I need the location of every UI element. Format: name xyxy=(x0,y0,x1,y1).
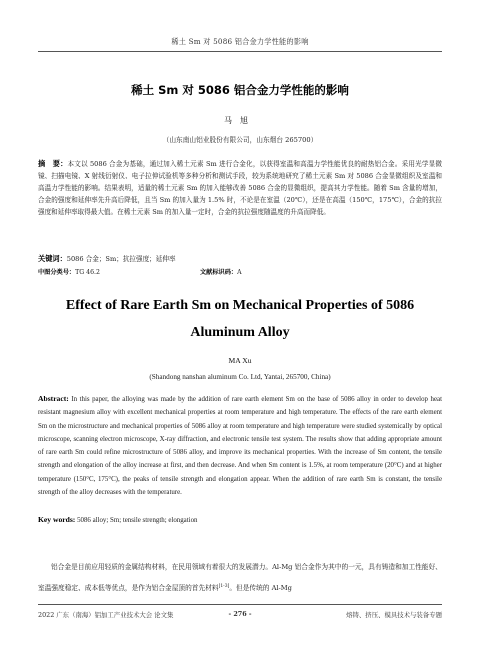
author-en: MA Xu xyxy=(228,356,252,365)
paper-title-en: Effect of Rare Earth Sm on Mechanical Properties of 5086 Aluminum Alloy xyxy=(65,298,415,340)
running-header: 稀土 Sm 对 5086 铝合金力学性能的影响 xyxy=(171,37,309,46)
doc-value: A xyxy=(237,269,242,276)
clc-value: TG 46.2 xyxy=(75,269,100,276)
abstract-en-label: Abstract: xyxy=(38,394,69,403)
keywords-cn xyxy=(38,253,442,264)
body-paragraph xyxy=(38,558,442,598)
keywords-en-text: 5086 alloy; Sm; tensile strength; elongation xyxy=(77,517,198,524)
header-rule xyxy=(38,51,442,52)
page-number: - 276 - xyxy=(228,610,252,618)
page-footer xyxy=(38,610,442,622)
document-code xyxy=(200,267,242,276)
abstract-cn-label: 摘 要： xyxy=(38,159,68,168)
citation-ref: [1-3] xyxy=(218,584,230,589)
body-text-after-ref: 。但是传统的 Al-Mg xyxy=(229,584,292,593)
keywords-cn-text: 5086 合金；Sm；抗拉强度；延伸率 xyxy=(66,255,176,263)
classification-info xyxy=(38,267,442,276)
doc-label: 文献标识码： xyxy=(200,269,238,276)
affiliation-cn: （山东南山铝业股份有限公司，山东烟台 265700） xyxy=(162,136,318,144)
keywords-en-label: Key words: xyxy=(38,515,76,524)
paper-title-cn: 稀土 Sm 对 5086 铝合金力学性能的影响 xyxy=(131,83,349,97)
footer-topic: 熔铸、挤压、模具技术与装备专题 xyxy=(346,611,442,619)
clc-label: 中图分类号： xyxy=(38,269,76,276)
footer-proceedings: 2022 广东（南海）铝加工产业技术大会 论文集 xyxy=(38,611,174,619)
abstract-en xyxy=(38,392,442,499)
affiliation-en: (Shandong nanshan aluminum Co. Ltd, Yantai, 265700, China) xyxy=(149,373,331,381)
footer-rule xyxy=(38,604,442,605)
body-text xyxy=(38,558,442,598)
abstract-cn xyxy=(38,158,442,218)
body-text-before-ref: 铝合金是目前应用轻质的金属结构材料，在民用领域有着很大的发展潜力。Al-Mg 铝合金作为其中的一元，具有铸造和加工性能好、室温强度稳定、成本低等优点，是作为铝合金屋顶的首先材料 xyxy=(38,563,442,593)
abstract-cn-text: 本文以 5086 合金为基础，通过加入稀土元素 Sm 进行合金化，以获得室温和高温力学性能优良的耐热铝合金。采用光学显微镜、扫描电镜、X 射线衍射仪、电子拉伸试验机等多种分析和测试手段，较为系统地研究了稀土元素 Sm 对 5086 合金显微组织及室温和高温力学性能的影响。结果表明，适量的稀土元素 Sm 的加入能够改善 5086 合金的显微组织，提高其力学性能。随着 Sm 含量的增加，合金的强度和延伸率先升高后降低，且当 Sm 的加入量为 1.5% 时，不论是在室温（20℃），还是在高温（150℃，175℃），合金的抗拉强度和延伸率取得最大值。在稀土元素 Sm 的加入量一定时，合金的抗拉强度随温度的升高而降低。 xyxy=(38,160,442,217)
author-cn: 马旭 xyxy=(224,116,256,125)
keywords-cn-label: 关键词： xyxy=(38,254,67,263)
keywords-en xyxy=(38,515,442,524)
abstract-en-text: In this paper, the alloying was made by the addition of rare earth element Sm on the base of 5086 alloy in order to develop heat resistant magnesium alloy with excellent mechanical properties at room temperature and high temperature. The effects of the rare earth element Sm on the microstructure and mechanical properties of 5086 alloy at room temperature and high temperature were studied systemically by optical microscope, scanning electron microscope, X-ray diffraction, and electronic tensile test system. The results show that adding appropriate amount of rare earth Sm could refine microstructure of 5086 alloy, and improve its mechanical properties. With the increase of Sm content, the tensile strength and elongation of the alloy increase at first, and then decrease. And when Sm content is 1.5%, at room temperature (20°C) and at higher temperature (150°C, 175°C), the peaks of tensile strength and elongation appear. When the addition of rare earth Sm is constant, the tensile strength of the alloy decreases with the temperature. xyxy=(38,396,442,497)
